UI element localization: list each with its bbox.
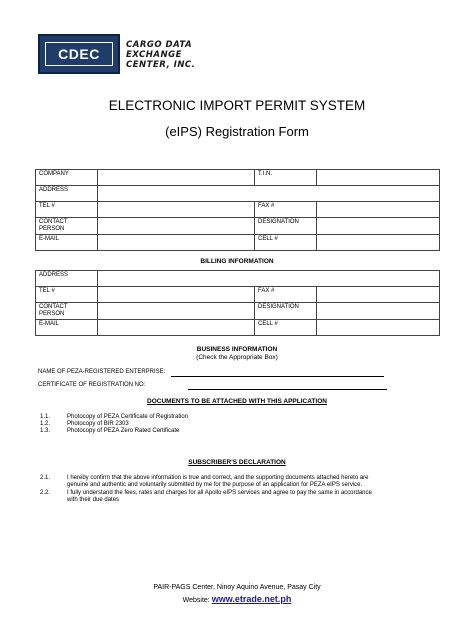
logo-mark: CDEC <box>45 42 113 66</box>
certificate-field[interactable] <box>188 389 387 390</box>
address-field[interactable] <box>98 186 440 202</box>
item-text: Photocopy of PEZA Zero Rated Certificate <box>67 428 180 434</box>
item-number: 2.2. <box>40 490 51 496</box>
table-row <box>36 170 440 186</box>
form-subtitle: (eIPS) Registration Form <box>165 124 309 139</box>
company-field[interactable] <box>98 170 255 186</box>
table-row <box>36 287 440 303</box>
billing-tel-field[interactable] <box>98 287 255 303</box>
list-item <box>40 428 440 436</box>
fax-label: FAX # <box>255 202 317 218</box>
logo-line-2: EXCHANGE <box>126 50 182 60</box>
billing-contact-person-label: CONTACT PERSON <box>36 303 98 320</box>
form-title: ELECTRONIC IMPORT PERMIT SYSTEM <box>108 98 366 113</box>
cell-field[interactable] <box>317 235 440 251</box>
item-number: 2.1. <box>40 475 51 481</box>
tel-label: TEL # <box>36 202 98 218</box>
table-row <box>36 235 440 251</box>
documents-heading: DOCUMENTS TO BE ATTACHED WITH THIS APPLICATION <box>147 398 327 405</box>
fax-field[interactable] <box>317 202 440 218</box>
logo-line-1: CARGO DATA <box>126 40 193 50</box>
billing-email-field[interactable] <box>98 320 255 336</box>
table-row <box>36 186 440 202</box>
billing-address-field[interactable] <box>98 271 440 287</box>
list-item <box>40 490 440 506</box>
billing-cell-label: CELL # <box>255 320 317 336</box>
tel-field[interactable] <box>98 202 255 218</box>
contact-person-field[interactable] <box>98 218 255 235</box>
billing-contact-person-field[interactable] <box>98 303 255 320</box>
footer-website <box>0 594 474 604</box>
billing-designation-label: DESIGNATION <box>255 303 317 320</box>
billing-fax-field[interactable] <box>317 287 440 303</box>
business-subheading: (Check the Appropriate Box) <box>196 354 278 361</box>
list-item <box>40 475 440 491</box>
tin-field[interactable] <box>317 170 440 186</box>
billing-designation-field[interactable] <box>317 303 440 320</box>
billing-heading: BILLING INFORMATION <box>200 258 274 265</box>
billing-tel-label: TEL # <box>36 287 98 303</box>
table-row <box>36 320 440 336</box>
logo-wordmark <box>126 40 246 70</box>
item-text-line-2: genuine and authentic and voluntarily submitted by me for the purpose of an application for PEZA eIPS service. <box>67 482 363 488</box>
item-text-line-2: with their due dates <box>67 497 120 503</box>
company-logo <box>38 34 120 74</box>
item-text: Photocopy of PEZA Certificate of Registration <box>67 414 189 420</box>
item-number: 1.1. <box>40 414 51 420</box>
business-heading: BUSINESS INFORMATION <box>196 346 278 353</box>
footer-address: PAIR-PAGS Center, Ninoy Aquino Avenue, Pasay City <box>153 584 321 591</box>
email-field[interactable] <box>98 235 255 251</box>
item-number: 1.2. <box>40 421 51 427</box>
table-row <box>36 303 440 320</box>
billing-fax-label: FAX # <box>255 287 317 303</box>
cell-label: CELL # <box>255 235 317 251</box>
billing-address-label: ADDRESS <box>36 271 98 287</box>
website-label: Website: <box>182 597 210 604</box>
billing-cell-field[interactable] <box>317 320 440 336</box>
item-text-line-1: I fully understand the fees, rates and charges for all Apollo eIPS services and agree to pay the same in accordance <box>67 490 372 496</box>
billing-info-table <box>35 270 440 336</box>
email-label: E-MAIL <box>36 235 98 251</box>
item-text: Photocopy of BIR 2303 <box>67 421 129 427</box>
table-row <box>36 202 440 218</box>
certificate-label: CERTIFICATE OF REGISTRATION NO: <box>38 382 146 388</box>
table-row <box>36 271 440 287</box>
address-label: ADDRESS <box>36 186 98 202</box>
declaration-heading: SUBSCRIBER'S DECLARATION <box>188 459 286 466</box>
enterprise-field[interactable] <box>171 376 384 377</box>
billing-email-label: E-MAIL <box>36 320 98 336</box>
table-row <box>36 218 440 235</box>
designation-label: DESIGNATION <box>255 218 317 235</box>
enterprise-label: NAME OF PEZA-REGISTERED ENTERPRISE: <box>38 369 166 375</box>
tin-label: T.I.N. <box>255 170 317 186</box>
contact-person-label: CONTACT PERSON <box>36 218 98 235</box>
company-info-table <box>35 169 440 251</box>
logo-line-3: CENTER, INC. <box>126 60 196 70</box>
item-number: 1.3. <box>40 428 51 434</box>
company-label: COMPANY <box>36 170 98 186</box>
item-text-line-1: I hereby confirm that the above information is true and correct, and the supporting documents attached hereto are <box>67 475 369 481</box>
designation-field[interactable] <box>317 218 440 235</box>
website-link[interactable]: www.etrade.net.ph <box>211 594 292 604</box>
